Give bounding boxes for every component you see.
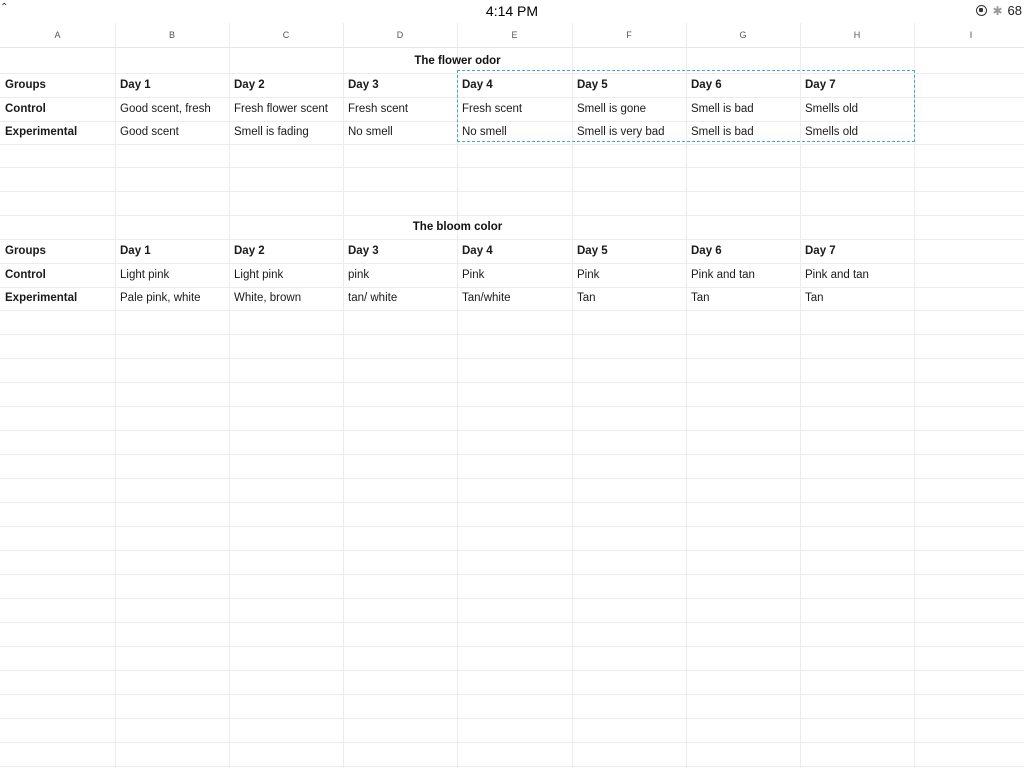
data-cell[interactable]: Fresh scent [462,103,523,115]
empty-row [0,479,1024,503]
table-row [0,121,1024,145]
bluetooth-icon: ✱ [992,3,1003,18]
odor-table-title[interactable]: The flower odor [414,55,501,67]
empty-row [0,383,1024,407]
battery-percent: 68 [1007,3,1022,18]
empty-row [0,168,1024,192]
data-cell[interactable]: Pale pink, white [120,292,201,304]
data-cell[interactable]: Smell is gone [577,103,647,115]
table-row [0,74,1024,98]
empty-row [0,144,1024,168]
column-header-c[interactable]: C [282,30,290,40]
group-cell[interactable]: Experimental [5,126,78,138]
header-cell[interactable]: Day 2 [234,245,265,257]
column-header-f[interactable]: F [626,30,632,40]
data-cell[interactable]: Fresh flower scent [234,103,328,115]
empty-row [0,192,1024,216]
header-cell[interactable]: Day 6 [691,79,722,91]
data-cell[interactable]: Pink and tan [805,269,869,281]
empty-row [0,407,1024,431]
group-cell[interactable]: Control [5,103,46,115]
empty-row [0,503,1024,527]
data-cell[interactable]: Pink [462,269,485,281]
header-cell[interactable]: Day 7 [805,245,836,257]
data-cell[interactable]: Tan/white [462,292,511,304]
header-cell[interactable]: Groups [5,79,46,91]
data-cell[interactable]: Smell is very bad [577,126,665,138]
empty-row [0,671,1024,695]
empty-row [0,575,1024,599]
header-cell[interactable]: Day 1 [120,245,151,257]
column-header-i[interactable]: I [969,30,973,40]
header-cell[interactable]: Day 7 [805,79,836,91]
data-cell[interactable]: Tan [805,292,824,304]
status-indicators [976,3,1022,18]
empty-row [0,551,1024,575]
data-cell[interactable]: Smells old [805,126,859,138]
back-caret-icon[interactable]: ⌃ [0,2,9,13]
table-row [0,264,1024,288]
empty-row [0,599,1024,623]
bloom-table-title[interactable]: The bloom color [412,221,503,233]
empty-row [0,743,1024,767]
column-header-h[interactable]: H [853,30,861,40]
header-cell[interactable]: Day 4 [462,245,493,257]
empty-row [0,311,1024,335]
data-cell[interactable]: Tan [691,292,710,304]
table-row [0,240,1024,264]
spreadsheet[interactable] [0,23,1024,768]
header-cell[interactable]: Day 6 [691,245,722,257]
status-time: 4:14 PM [485,3,539,19]
empty-row [0,359,1024,383]
status-bar [0,0,1024,22]
data-cell[interactable]: Smell is fading [234,126,309,138]
column-headers [0,23,1024,48]
header-cell[interactable]: Day 3 [348,79,379,91]
data-cell[interactable]: pink [348,269,370,281]
empty-row [0,431,1024,455]
empty-row [0,335,1024,359]
data-cell[interactable]: Smell is bad [691,126,754,138]
empty-row [0,623,1024,647]
column-header-b[interactable]: B [168,30,175,40]
table-row [0,98,1024,122]
data-cell[interactable]: Fresh scent [348,103,409,115]
header-cell[interactable]: Day 1 [120,79,151,91]
table-row [0,216,1024,240]
data-cell[interactable]: Light pink [120,269,170,281]
column-header-a[interactable]: A [54,30,61,40]
data-cell[interactable]: Tan [577,292,596,304]
column-header-d[interactable]: D [396,30,404,40]
column-header-e[interactable]: E [511,30,518,40]
header-cell[interactable]: Day 4 [462,79,493,91]
data-cell[interactable]: Pink [577,269,600,281]
data-cell[interactable]: No smell [462,126,507,138]
data-cell[interactable]: tan/ white [348,292,398,304]
empty-row [0,647,1024,671]
data-cell[interactable]: White, brown [234,292,302,304]
table-row [0,50,1024,74]
data-cell[interactable]: Smell is bad [691,103,754,115]
header-cell[interactable]: Day 5 [577,245,608,257]
group-cell[interactable]: Experimental [5,292,78,304]
empty-row [0,719,1024,743]
data-cell[interactable]: Good scent [120,126,179,138]
data-cell[interactable]: Smells old [805,103,859,115]
data-cell[interactable]: Good scent, fresh [120,103,211,115]
empty-row [0,455,1024,479]
empty-row [0,527,1024,551]
data-cell[interactable]: Pink and tan [691,269,755,281]
column-header-g[interactable]: G [739,30,747,40]
header-cell[interactable]: Day 2 [234,79,265,91]
group-cell[interactable]: Control [5,269,46,281]
header-cell[interactable]: Day 5 [577,79,608,91]
empty-row [0,695,1024,719]
header-cell[interactable]: Groups [5,245,46,257]
header-cell[interactable]: Day 3 [348,245,379,257]
rotation-lock-icon [976,5,987,16]
table-row [0,287,1024,311]
data-cell[interactable]: Light pink [234,269,284,281]
data-cell[interactable]: No smell [348,126,393,138]
